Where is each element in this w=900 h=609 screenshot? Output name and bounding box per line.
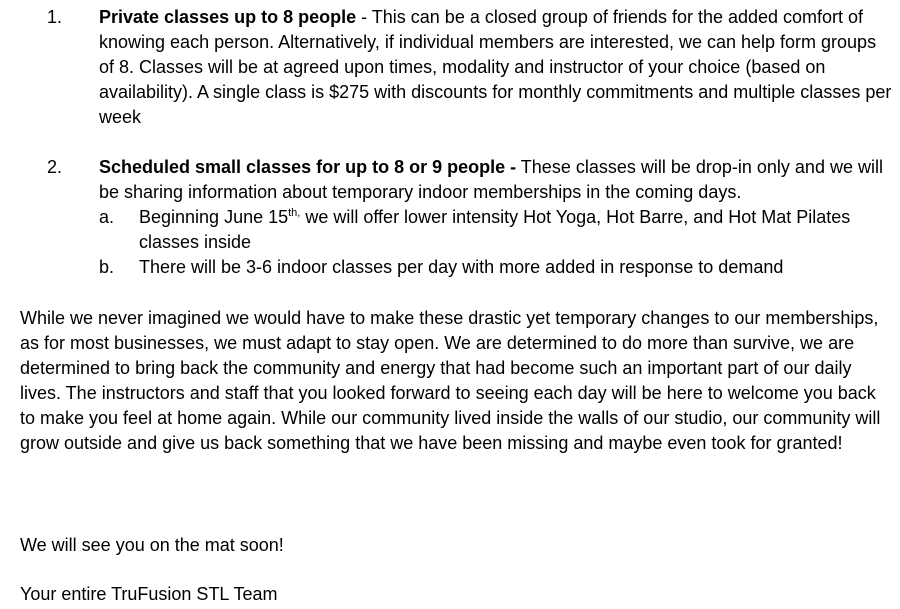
sub-item-b-body: There will be 3-6 indoor classes per day with more added in response to demand [139, 257, 784, 277]
sub-letter-a: a. [99, 207, 115, 227]
list-item-2-heading: Scheduled small classes for up to 8 or 9 people - [99, 157, 517, 177]
sign-off: We will see you on the mat soon! [20, 535, 284, 555]
sub-item-a-superscript: th, [288, 207, 301, 219]
list-item-2-text: These classes will be drop-in only and we will be sharing information about temporary indoor memberships in the coming days. [99, 157, 883, 202]
sub-letter-b: b. [99, 257, 115, 277]
list-number-2: 2. [47, 157, 63, 177]
sub-item-a-text-before: Beginning June 15 [139, 207, 289, 227]
signature: Your entire TruFusion STL Team [20, 584, 278, 604]
list-item-2-body [99, 155, 894, 205]
list-item-1-text: - This can be a closed group of friends for the added comfort of knowing each person. Alternatively, if individual members are interested, we can help form groups of 8. Classes will be at agreed upon times, modality and instructor of your choice (based on availability). A single class is $275 with discounts for monthly commitments and multiple classes per week [99, 7, 892, 127]
sub-item-a-body [139, 205, 897, 255]
list-number-1: 1. [47, 7, 63, 27]
list-item-1-heading: Private classes up to 8 people [99, 7, 357, 27]
sub-item-a-text-after: we will offer lower intensity Hot Yoga, Hot Barre, and Hot Mat Pilates classes inside [139, 207, 851, 252]
list-item-1-body [99, 5, 894, 130]
closing-paragraph: While we never imagined we would have to make these drastic yet temporary changes to our memberships, as for most businesses, we must adapt to stay open. We are determined to do more than survive, we are determined to bring back the community and energy that had become such an important part of our daily lives. The instructors and staff that you looked forward to seeing each day will be here to welcome you back to make you feel at home again. While our community lived inside the walls of our studio, our community will grow outside and give us back something that we have been missing and maybe even took for granted! [20, 308, 881, 453]
